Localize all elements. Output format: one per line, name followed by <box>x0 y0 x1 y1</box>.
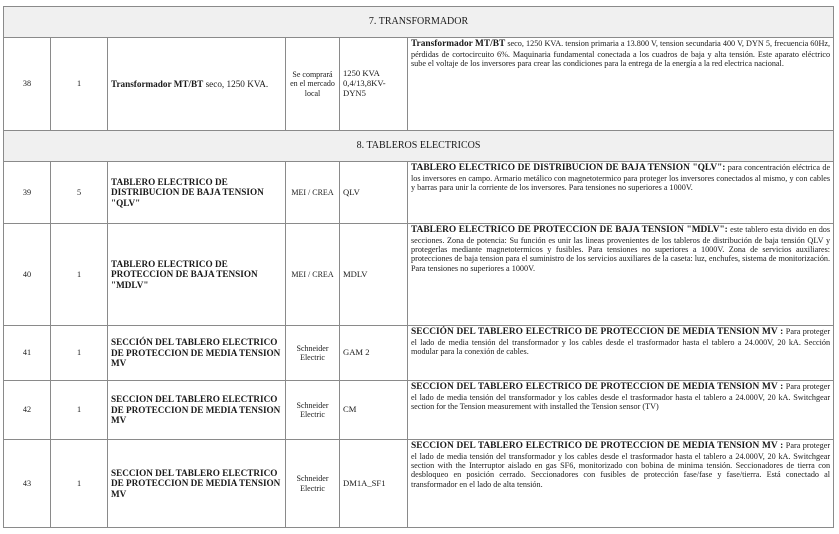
description-heading: SECCIÓN DEL TABLERO ELECTRICO DE PROTECCION DE MEDIA TENSION MV : <box>411 327 784 337</box>
item-number: 40 <box>4 224 51 326</box>
description-text: para concentración eléctrica de los inversores en campo. Armario metálico con magnetotermico para proteger los inversores conectados al mismo, y con cables y barras para unir la corriente de los inversores. Para tensiones no superiores a 1000V. <box>411 163 831 193</box>
table-row <box>4 440 834 528</box>
description-text: este tablero esta divido en dos secciones. Zona de potencia: Su función es unir las lineas provenientes de los tableros de distribución de baja tensión QLV y protegerlas mediante magnetotermicos y fusibles. Para tensiones no superiores a 1000V. Zona de servicios auxiliares: protecciones de baja tension para el suministro de los servicios auxiliares de la caseta: luz, enchufes, sistema de monitorización. Para tensiones no superiores a 1000V. <box>411 225 831 273</box>
item-name: TABLERO ELECTRICO DE PROTECCION DE BAJA TENSION "MDLV" <box>108 224 286 326</box>
brand: Schneider Electric <box>286 440 340 528</box>
item-name: TABLERO ELECTRICO DE DISTRIBUCION DE BAJA TENSION "QLV" <box>108 162 286 224</box>
model: GAM 2 <box>340 326 408 381</box>
table-row <box>4 326 834 381</box>
description-heading: SECCION DEL TABLERO ELECTRICO DE PROTECCION DE MEDIA TENSION MV : <box>411 382 784 392</box>
table-row <box>4 224 834 326</box>
description-text: Para proteger el lado de media tensión del transformador y los cables desde el trasformador hasta el tablero a 24.000V, 20 kA. Switchgear section for the Tension measurement with installed the Tension sensor (TV) <box>411 382 831 412</box>
item-name <box>108 38 286 131</box>
brand: Schneider Electric <box>286 381 340 440</box>
item-number: 38 <box>4 38 51 131</box>
equipment-table <box>3 6 834 528</box>
model: DM1A_SF1 <box>340 440 408 528</box>
description-heading: TABLERO ELECTRICO DE PROTECCION DE BAJA TENSION "MDLV": <box>411 225 728 235</box>
brand: Schneider Electric <box>286 326 340 381</box>
brand: MEI / CREA <box>286 162 340 224</box>
item-number: 42 <box>4 381 51 440</box>
brand: Se comprará en el mercado local <box>286 38 340 131</box>
quantity: 1 <box>51 381 108 440</box>
item-name-bold: Transformador MT/BT <box>111 78 204 89</box>
section-header-row <box>4 131 834 162</box>
item-number: 41 <box>4 326 51 381</box>
quantity: 1 <box>51 38 108 131</box>
item-number: 39 <box>4 162 51 224</box>
item-name: SECCION DEL TABLERO ELECTRICO DE PROTECCION DE MEDIA TENSION MV <box>108 440 286 528</box>
item-name: SECCIÓN DEL TABLERO ELECTRICO DE PROTECCION DE MEDIA TENSION MV <box>108 326 286 381</box>
quantity: 1 <box>51 440 108 528</box>
model: 1250 KVA 0,4/13,8KV-DYN5 <box>340 38 408 131</box>
item-name-rest: seco, 1250 KVA. <box>203 78 269 89</box>
quantity: 1 <box>51 224 108 326</box>
item-number: 43 <box>4 440 51 528</box>
section-title-panels: 8. TABLEROS ELECTRICOS <box>4 131 834 162</box>
description-heading: TABLERO ELECTRICO DE DISTRIBUCION DE BAJA TENSION "QLV": <box>411 163 726 173</box>
table-row <box>4 38 834 131</box>
description <box>408 326 834 381</box>
description-heading: SECCION DEL TABLERO ELECTRICO DE PROTECCION DE MEDIA TENSION MV : <box>411 441 784 451</box>
description <box>408 38 834 131</box>
description-text: Para proteger el lado de media tensión del transformador y los cables desde el trasformador hasta el tablero a 24.000V, 20 kA. Sección modular para la conexión de cables. <box>411 327 831 357</box>
description <box>408 381 834 440</box>
description <box>408 162 834 224</box>
table-row <box>4 381 834 440</box>
description <box>408 224 834 326</box>
model: QLV <box>340 162 408 224</box>
quantity: 5 <box>51 162 108 224</box>
section-title-transformer: 7. TRANSFORMADOR <box>4 7 834 38</box>
table-row <box>4 162 834 224</box>
item-name: SECCION DEL TABLERO ELECTRICO DE PROTECCION DE MEDIA TENSION MV <box>108 381 286 440</box>
quantity: 1 <box>51 326 108 381</box>
description-text: Para proteger el lado de media tensión del transformador y los cables desde el trasformador hasta el tablero a 24.000V, 20 kA. Switchgear section with the Interruptor aislado en gas SF6, monitorizado con bobina de minima tensión. Seccionadores de tierra con desbloqueo en posición cerrado. Seccionadores con fusibles de protección fase/fase y fase/tierra. Está conectado al transformador en el lado de alta tensión. <box>411 441 831 489</box>
section-header-row <box>4 7 834 38</box>
model: MDLV <box>340 224 408 326</box>
description-heading: Transformador MT/BT <box>411 39 506 49</box>
brand: MEI / CREA <box>286 224 340 326</box>
description <box>408 440 834 528</box>
model: CM <box>340 381 408 440</box>
description-text: seco, 1250 KVA. tension primaria a 13.800 V, tension secundaria 400 V, DYN 5, frecuencia 60Hz, pérdidas de cortocircuito 6%. Maquinaria fundamental conectada a los cuadros de baja y alta tensión. Este aparato eléctrico sube el voltaje de los inversores para crear las condiciones para la entrega de la energía a la red electrica nacional. <box>411 39 831 69</box>
